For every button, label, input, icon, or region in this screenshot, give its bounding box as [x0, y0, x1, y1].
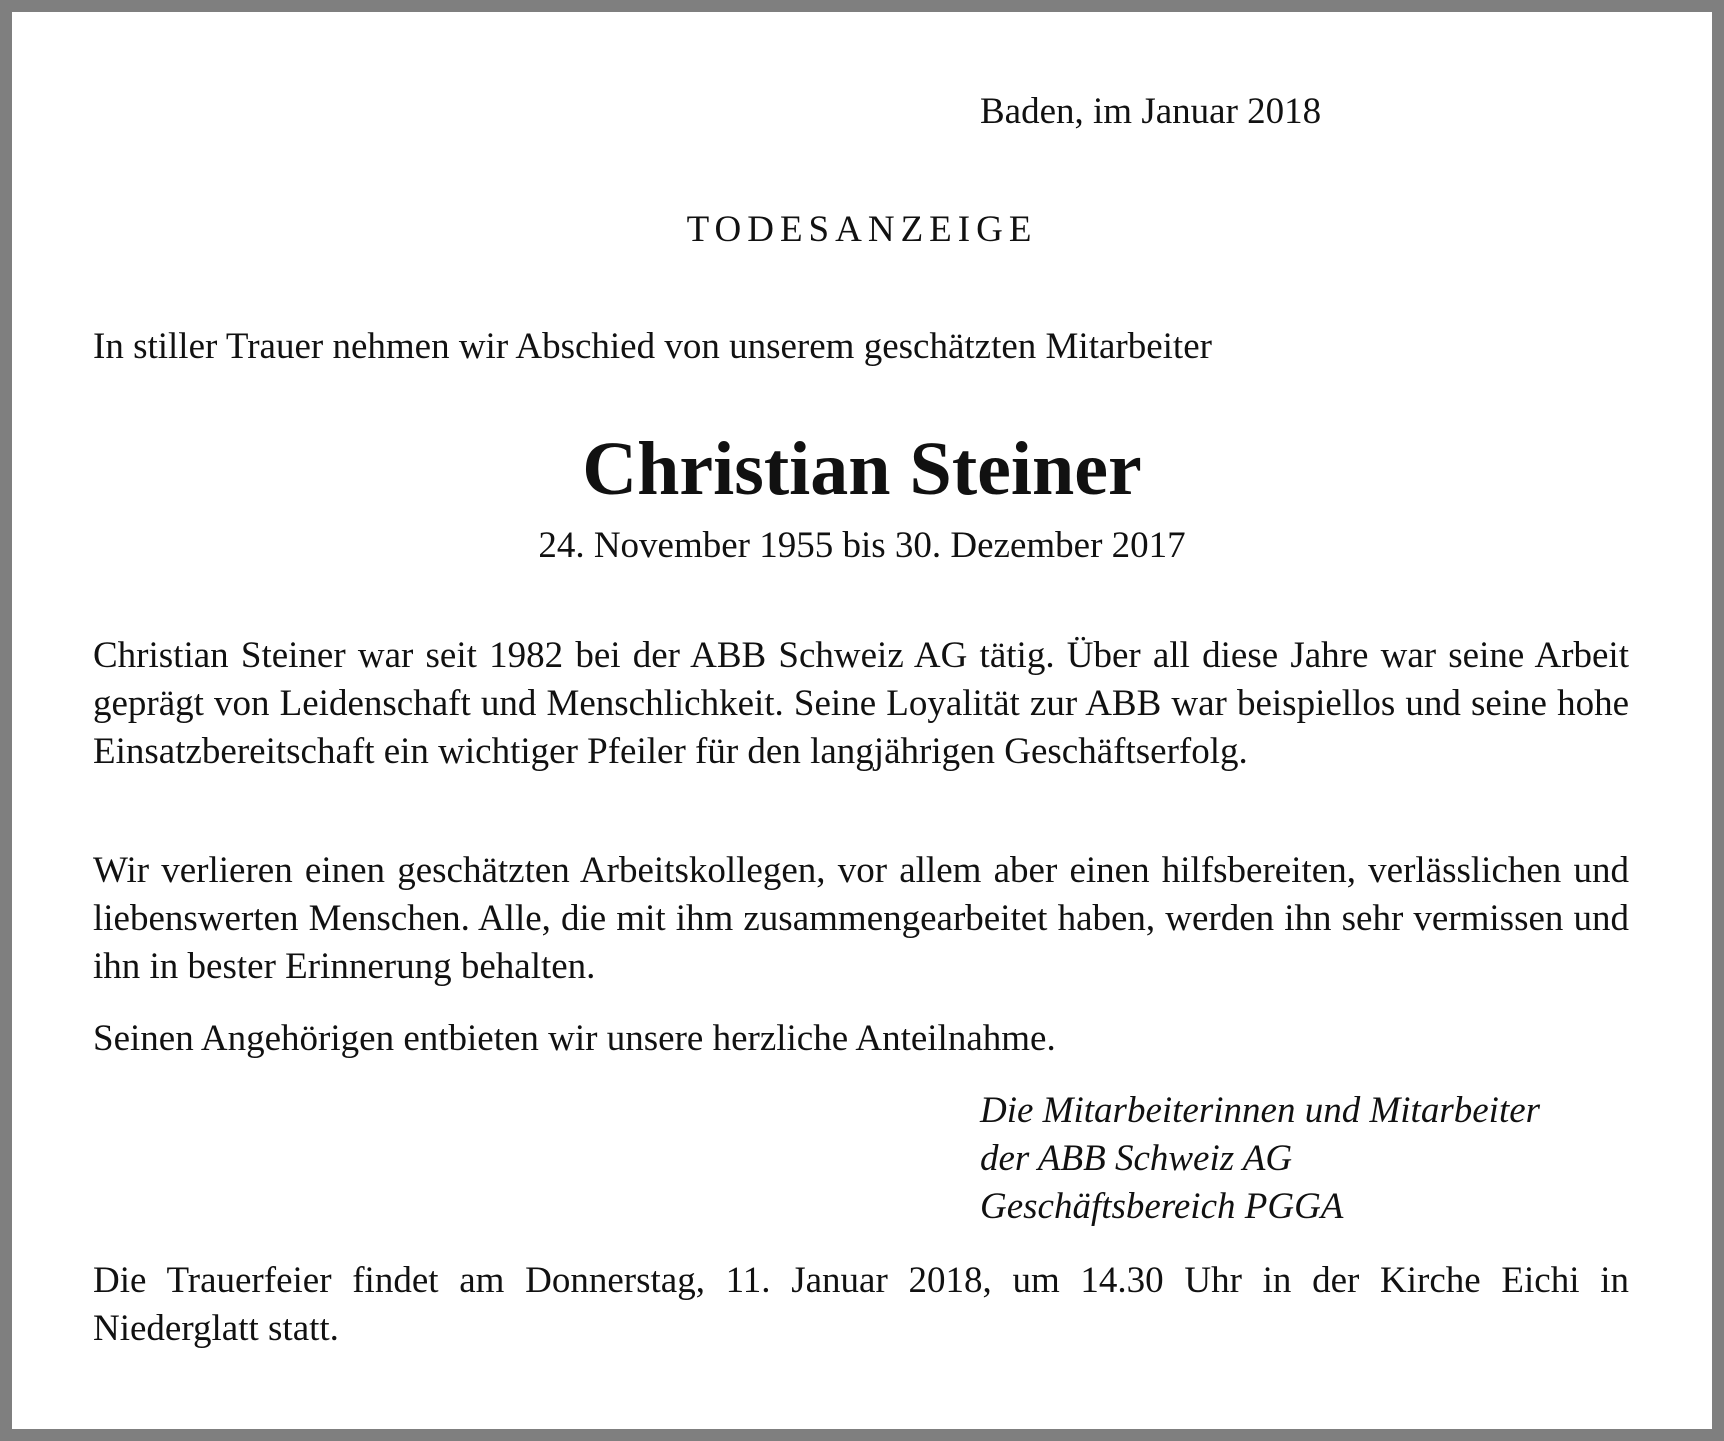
signature-line: der ABB Schweiz AG [980, 1138, 1293, 1179]
deceased-name: Christian Steiner [582, 427, 1142, 511]
signature-line: Die Mitarbeiterinnen und Mitarbeiter [980, 1090, 1541, 1131]
funeral-info: Die Trauerfeier findet am Donnerstag, 11. Januar 2018, um 14.30 Uhr in der Kirche Eichi in Niederglatt statt. [93, 1260, 1629, 1349]
signature-line: Geschäftsbereich PGGA [980, 1186, 1344, 1227]
paragraph-condolence: Seinen Angehörigen entbieten wir unsere herzliche Anteilnahme. [93, 1018, 1056, 1059]
notice-heading: TODESANZEIGE [686, 209, 1038, 250]
place-date: Baden, im Januar 2018 [980, 91, 1322, 132]
death-notice-page [12, 12, 1712, 1429]
life-dates: 24. November 1955 bis 30. Dezember 2017 [538, 525, 1186, 566]
signature-block [980, 1087, 1540, 1231]
intro-line: In stiller Trauer nehmen wir Abschied von unserem geschätzten Mitarbeiter [93, 326, 1212, 367]
paragraph-career: Christian Steiner war seit 1982 bei der ABB Schweiz AG tätig. Über all diese Jahre war seine Arbeit geprägt von Leidenschaft und Menschlichkeit. Seine Loyalität zur ABB war beispiellos und seine hohe Einsatzbereitschaft ein wichtiger Pfeiler für den langjährigen Geschäftserfolg. [93, 635, 1629, 772]
paragraph-remembrance: Wir verlieren einen geschätzten Arbeitskollegen, vor allem aber einen hilfsbereiten, verlässlichen und liebenswerten Menschen. Alle, die mit ihm zusammengearbeitet haben, werden ihn sehr vermissen und ihn in bester Erinnerung behalten. [93, 850, 1629, 987]
